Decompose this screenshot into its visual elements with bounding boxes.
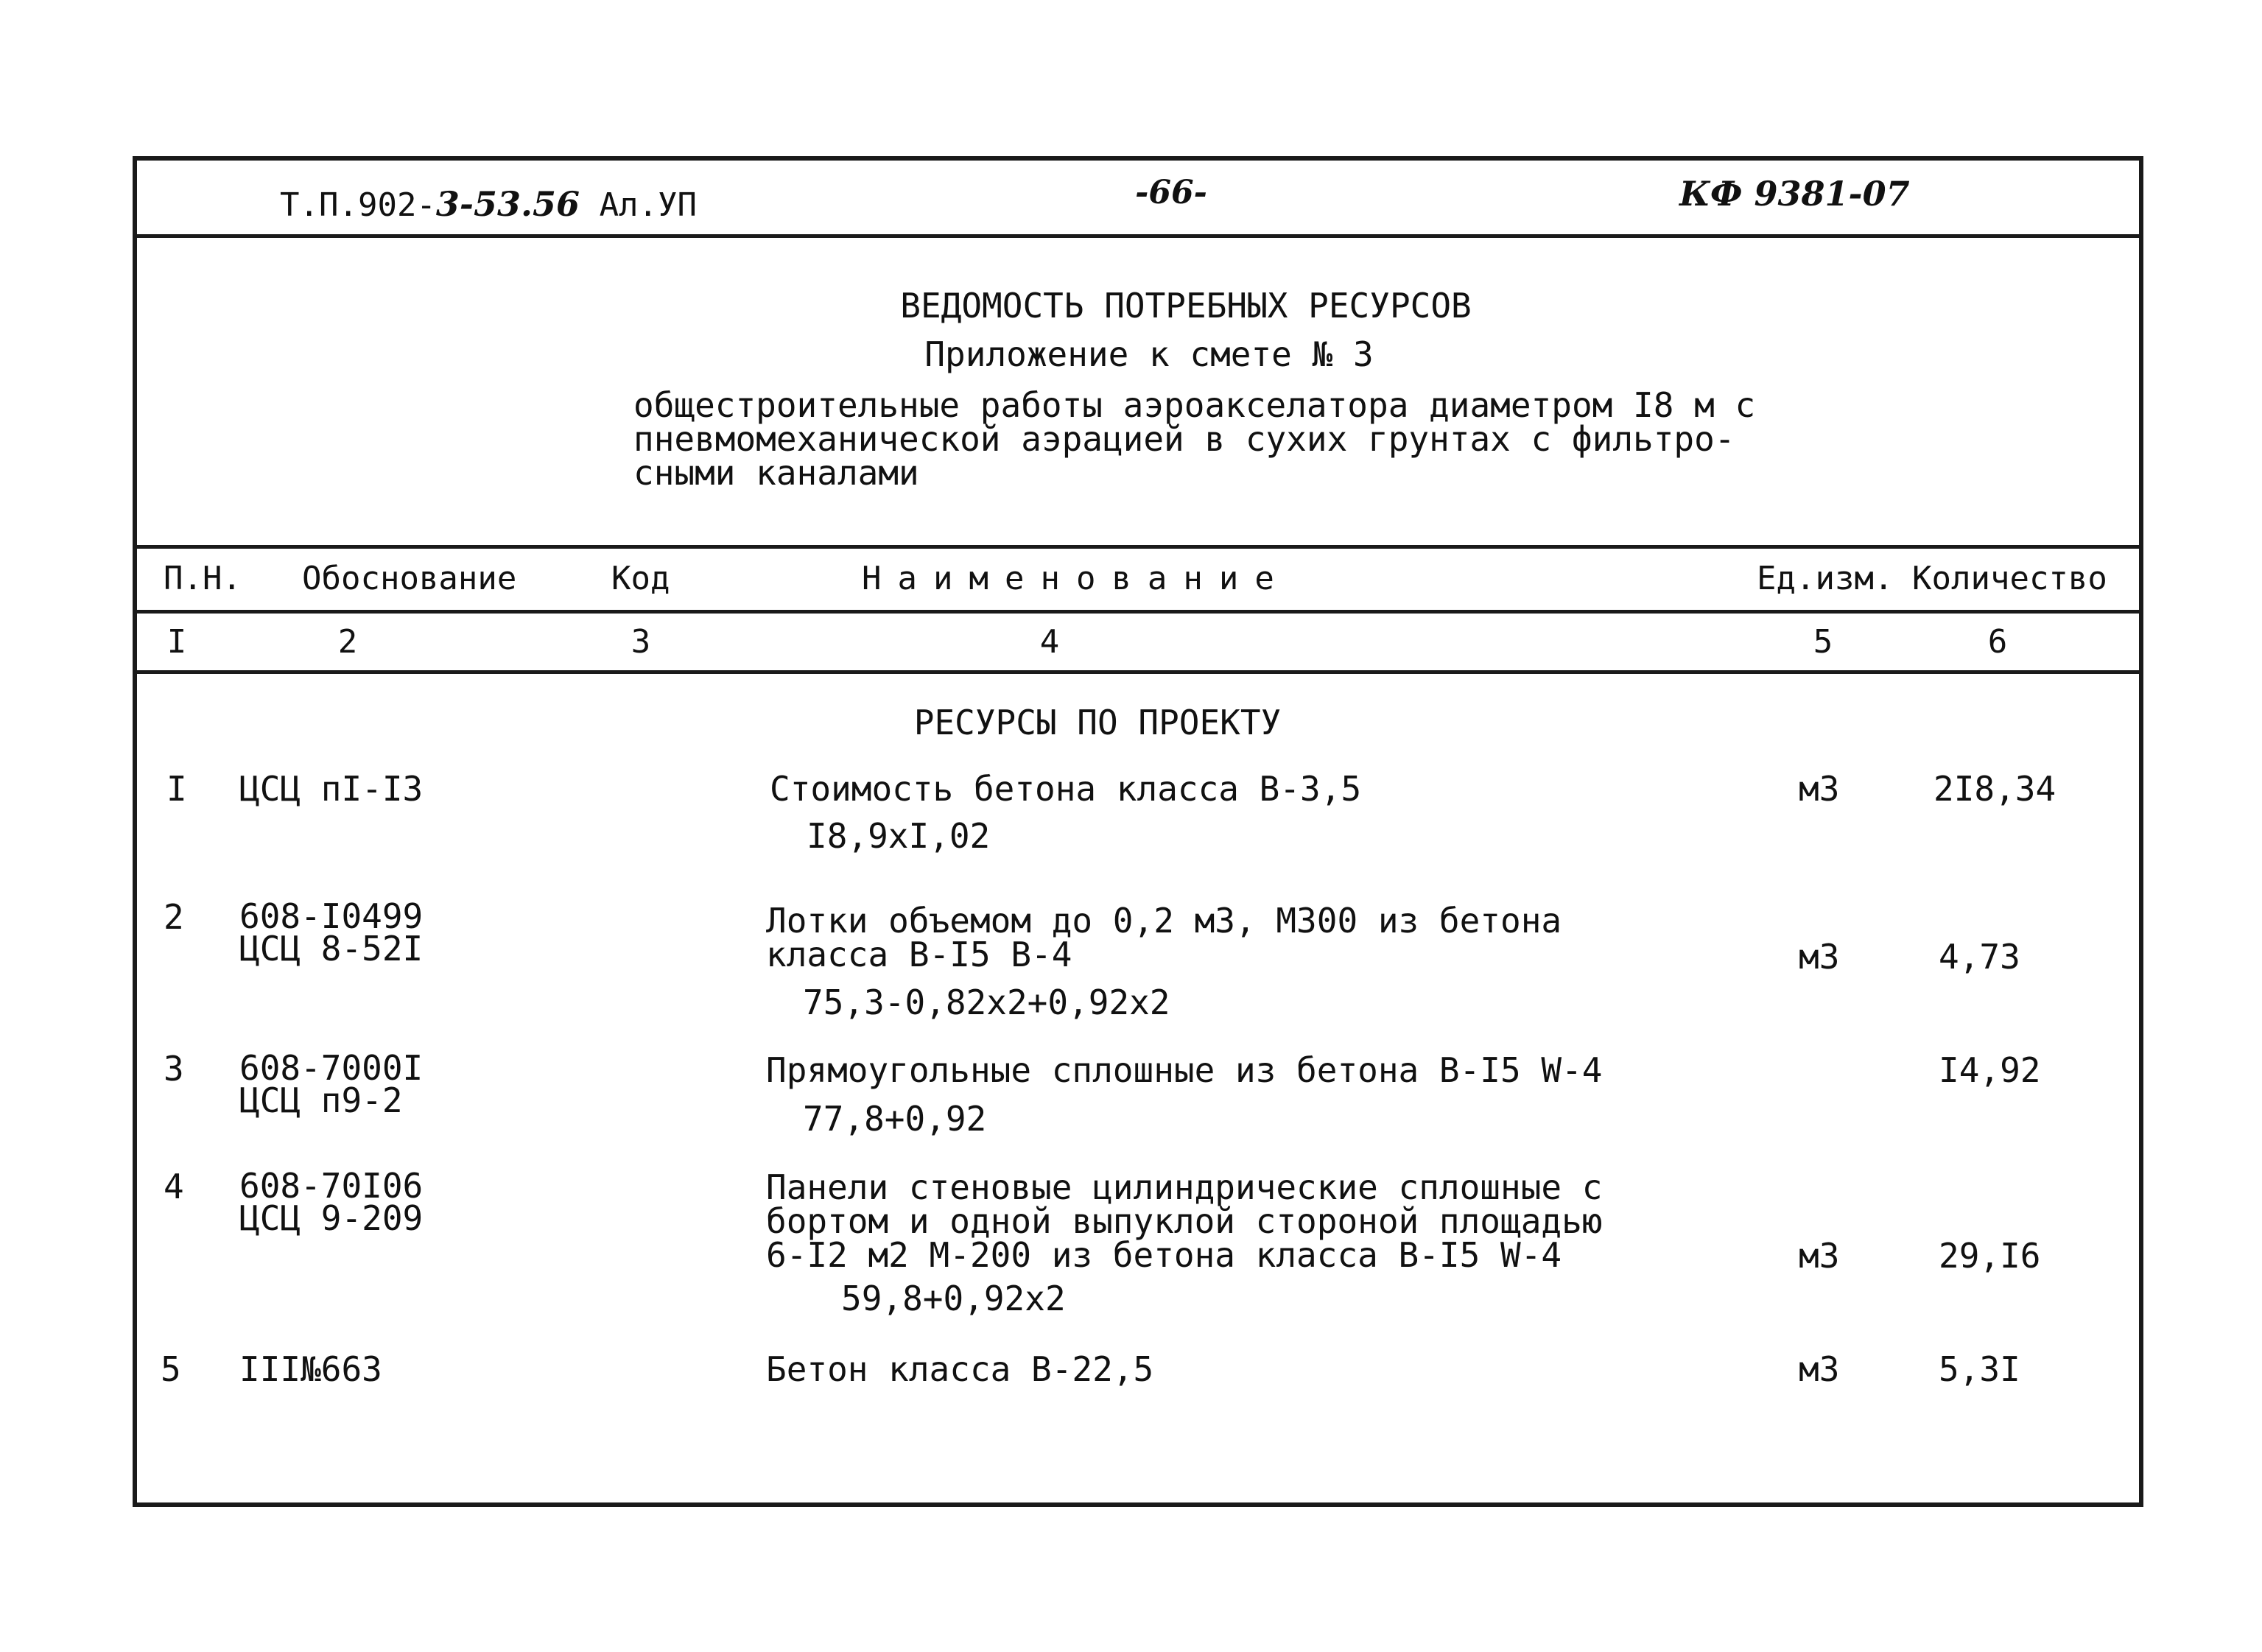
document-title: ВЕДОМОСТЬ ПОТРЕБНЫХ РЕСУРСОВ [900,286,1472,326]
row-name: Прямоугольные сплошные из бетона В-I5 W-4 [766,1050,1603,1090]
row-qty: 2I8,34 [1933,769,2056,809]
row-calc: 59,8+0,92x2 [841,1279,1066,1318]
column-header-name: Наименование [862,560,1290,597]
page-number: -66- [1135,174,1207,211]
row-calc: 75,3-0,82x2+0,92x2 [803,983,1170,1022]
row-basis: III№663 [239,1349,382,1389]
row-num: 2 [164,897,184,937]
row-basis: ЦСЦ 9-209 [239,1198,424,1238]
row-calc: 77,8+0,92 [803,1099,987,1139]
row-basis: ЦСЦ п9-2 [239,1080,403,1120]
doc-code-prefix: Т.П.902- [280,186,436,224]
row-qty: 29,I6 [1939,1236,2041,1276]
row-name: Панели стеновые цилиндрические сплошные с [766,1167,1603,1207]
row-unit: м3 [1799,1349,1840,1389]
column-number-5: 5 [1813,623,1833,661]
row-num: 5 [161,1349,181,1389]
column-header-unit: Ед.изм. [1757,560,1894,597]
section-title: РЕСУРСЫ ПО ПРОЕКТУ [913,703,1282,742]
row-basis: 608-7000I [239,1048,424,1088]
row-name: Лотки объемом до 0,2 м3, М300 из бетона [766,901,1562,941]
doc-code-handwritten: 3-53.56 [435,184,580,224]
appendix-title: Приложение к смете № 3 [924,334,1374,374]
doc-code [280,184,698,224]
column-header-code: Код [611,560,670,597]
column-header-qty: Количество [1912,560,2107,597]
row-unit: м3 [1799,769,1840,809]
column-number-rule [133,670,2143,674]
row-num: 3 [164,1049,184,1089]
row-qty: 4,73 [1939,937,2020,977]
column-number-4: 4 [1039,623,1060,661]
row-name: 6-I2 м2 М-200 из бетона класса В-I5 W-4 [766,1235,1562,1275]
column-header-num: П.Н. [164,560,242,597]
column-number-3: 3 [631,623,651,661]
row-calc: I8,9xI,02 [807,816,991,856]
row-name: класса В-I5 В-4 [766,935,1072,974]
row-num: 4 [164,1167,184,1206]
row-qty: 5,3I [1939,1349,2020,1389]
row-unit: м3 [1799,1236,1840,1276]
row-name: Бетон класса В-22,5 [766,1349,1154,1389]
row-name: бортом и одной выпуклой стороной площадью [766,1201,1603,1241]
row-name: Стоимость бетона класса В-3,5 [770,769,1362,809]
title-description-line-1: общестроительные работы аэроакселатора диаметром I8 м с [633,385,1756,425]
row-basis: 608-70I06 [239,1166,424,1206]
title-description-line-2: пневмомеханической аэрацией в сухих грунтах с фильтро- [633,419,1735,459]
title-rule [133,545,2143,549]
header-rule [133,234,2143,238]
row-qty: I4,92 [1939,1050,2041,1090]
row-unit: м3 [1799,937,1840,977]
row-basis: ЦСЦ пI-I3 [239,769,424,809]
column-number-1: I [166,623,187,661]
sheet-code: КФ 9381-07 [1679,174,1910,214]
row-basis: ЦСЦ 8-52I [239,929,424,969]
column-header-basis: Обоснование [302,560,517,597]
row-basis: 608-I0499 [239,896,424,936]
doc-code-suffix: Ал.УП [599,186,698,224]
column-number-6: 6 [1987,623,2008,661]
column-header-rule [133,610,2143,614]
row-num: I [166,769,187,809]
title-description-line-3: сными каналами [633,453,919,493]
column-number-2: 2 [337,623,358,661]
